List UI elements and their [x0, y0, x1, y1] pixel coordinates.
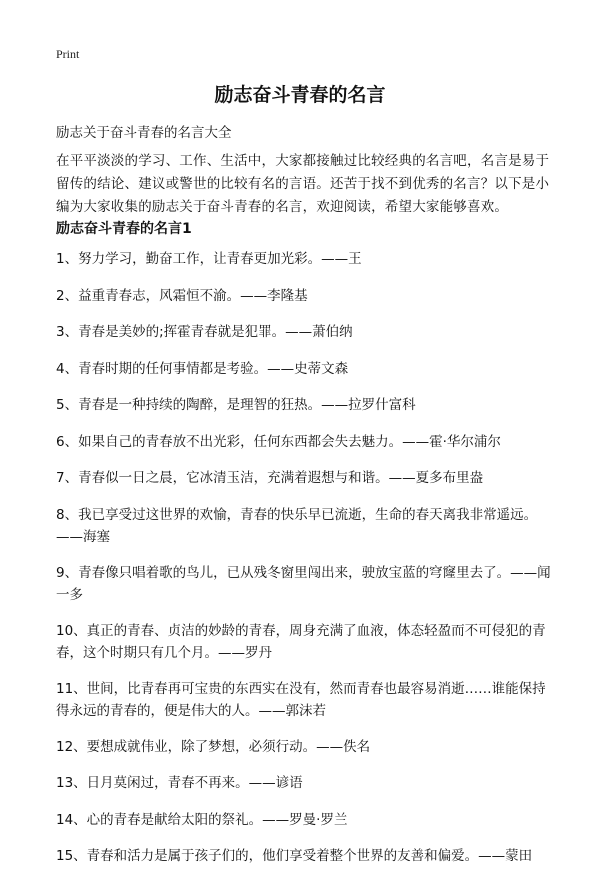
- quote-item: 11、世间，比青春再可宝贵的东西实在没有，然而青春也最容易消逝……谁能保持得永远的青春的，便是伟大的人。——郭沫若: [56, 680, 546, 719]
- document-subtitle: 励志关于奋斗青春的名言大全: [56, 125, 232, 141]
- quote-item: 1、努力学习，勤奋工作，让青春更加光彩。——王: [56, 251, 362, 267]
- quote-item: 9、青春像只唱着歌的鸟儿，已从残冬窗里闯出来，驶放宝蓝的穹窿里去了。——闻一多: [56, 564, 551, 603]
- quote-item: 4、青春时期的任何事情都是考验。——史蒂文森: [56, 360, 349, 377]
- quote-item: 15、青春和活力是属于孩子们的，他们享受着整个世界的友善和偏爱。——蒙田: [56, 848, 533, 864]
- quote-item: 2、益重青春志，风霜恒不渝。——李隆基: [56, 287, 308, 304]
- quote-item: 3、青春是美妙的;挥霍青春就是犯罪。——萧伯纳: [56, 324, 353, 340]
- quote-item: 8、我已享受过这世界的欢愉，青春的快乐早已流逝，生命的春天离我非常遥远。——海塞: [56, 506, 538, 545]
- section-heading: 励志奋斗青春的名言1: [56, 221, 192, 237]
- quote-item: 7、青春似一日之晨，它冰清玉洁，充满着遐想与和谐。——夏多布里盎: [56, 470, 484, 486]
- quote-list: [56, 248, 556, 882]
- quote-item: 6、如果自己的青春放不出光彩，任何东西都会失去魅力。——霍·华尔浦尔: [56, 433, 501, 450]
- quote-item: 14、心的青春是献给太阳的祭礼。——罗曼·罗兰: [56, 811, 348, 828]
- quote-item: 10、真正的青春、贞洁的妙龄的青春，周身充满了血液，体态轻盈而不可侵犯的青春，这个时期只有几个月。——罗丹: [56, 622, 546, 661]
- quote-item: 13、日月莫闲过，青春不再来。——谚语: [56, 775, 303, 791]
- quote-item: 12、要想成就伟业，除了梦想，必须行动。——佚名: [56, 738, 371, 755]
- page-title: 励志奋斗青春的名言: [214, 84, 386, 106]
- quote-item: 5、青春是一种持续的陶醉，是理智的狂热。——拉罗什富科: [56, 397, 416, 413]
- print-link[interactable]: Print: [56, 47, 80, 61]
- intro-paragraph: 在平平淡淡的学习、工作、生活中，大家都接触过比较经典的名言吧，名言是易于留传的结论、建议或警世的比较有名的言语。还苦于找不到优秀的名言？以下是小编为大家收集的励志关于奋斗青春的名言，欢迎阅读，希望大家能够喜欢。: [56, 153, 550, 215]
